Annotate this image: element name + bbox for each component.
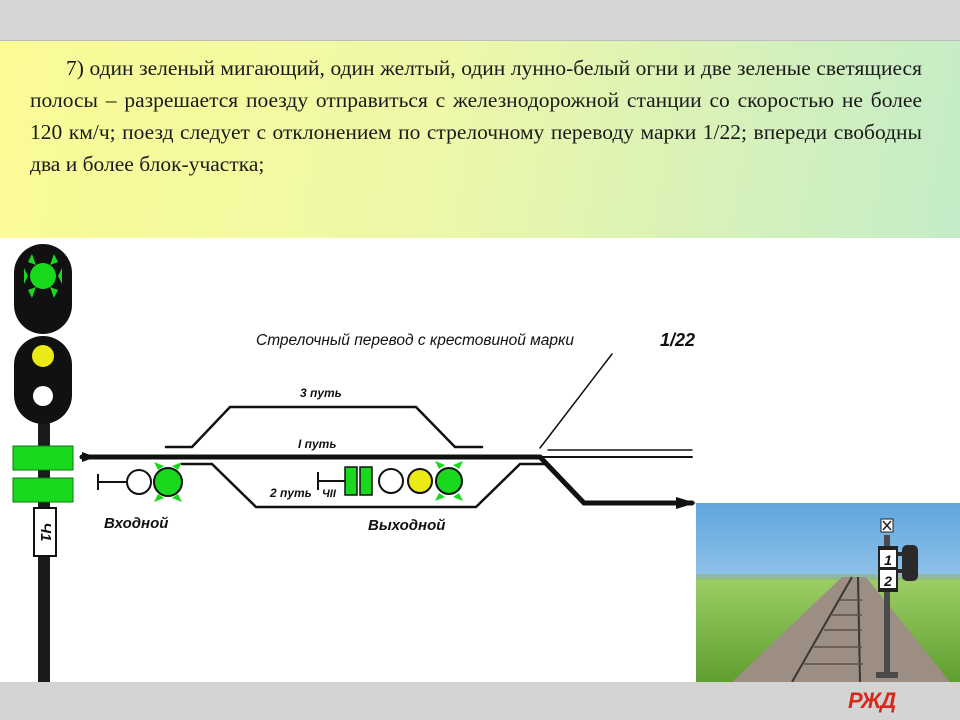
scheme-white-lamp [379, 469, 403, 493]
slide-paragraph: 7) один зеленый мигающий, один желтый, один лунно-белый огни и две зеленые светящиеся полосы – разрешается поезду отправиться с железнодорожной станции со скоростью не более 120 км/ч; поезд следует с отклонением по стрелочному переводу марки 1/22; впереди свободны два и более блок-участка; [30, 56, 922, 176]
diverging-route [540, 457, 692, 503]
entry-signal-label: Входной [104, 515, 169, 532]
photo-plate-top: 1 [884, 552, 892, 568]
mast-plate-label: Ч1 [37, 522, 54, 542]
rzd-logo: РЖД [848, 688, 896, 713]
switch-mark: 1/22 [660, 330, 696, 350]
track-2-label: 2 путь [270, 486, 312, 500]
lunar-white-lamp [33, 386, 53, 406]
track-2-signal-label: ЧII [322, 488, 336, 500]
scheme-green-lamp [436, 468, 462, 494]
green-stripe-upper [13, 446, 73, 470]
exit-signal-mast [13, 244, 73, 682]
switch-caption: Стрелочный перевод с крестовиной марки [256, 332, 574, 349]
switch-leader-line [540, 354, 612, 448]
track-1-label: I путь [298, 437, 337, 451]
yellow-lamp [32, 345, 54, 367]
entry-signal [98, 462, 182, 502]
exit-signal-label: Выходной [368, 517, 446, 534]
scheme-green-stripe-1 [345, 467, 357, 495]
green-stripe-lower [13, 478, 73, 502]
entry-green-lamp [154, 468, 182, 496]
photo-plate-bottom: 2 [884, 573, 892, 589]
top-bar [0, 0, 960, 41]
exit-signal-scheme [318, 461, 463, 501]
direction-arrow [82, 452, 96, 462]
track-3-label: 3 путь [300, 386, 342, 400]
footer-bar [0, 682, 960, 720]
scheme-green-stripe-2 [360, 467, 372, 495]
signal-diagram [0, 238, 960, 682]
entry-white-lamp [127, 470, 151, 494]
scheme-yellow-lamp [408, 469, 432, 493]
railway-photo [696, 503, 960, 682]
photo-signal-head [902, 545, 918, 581]
